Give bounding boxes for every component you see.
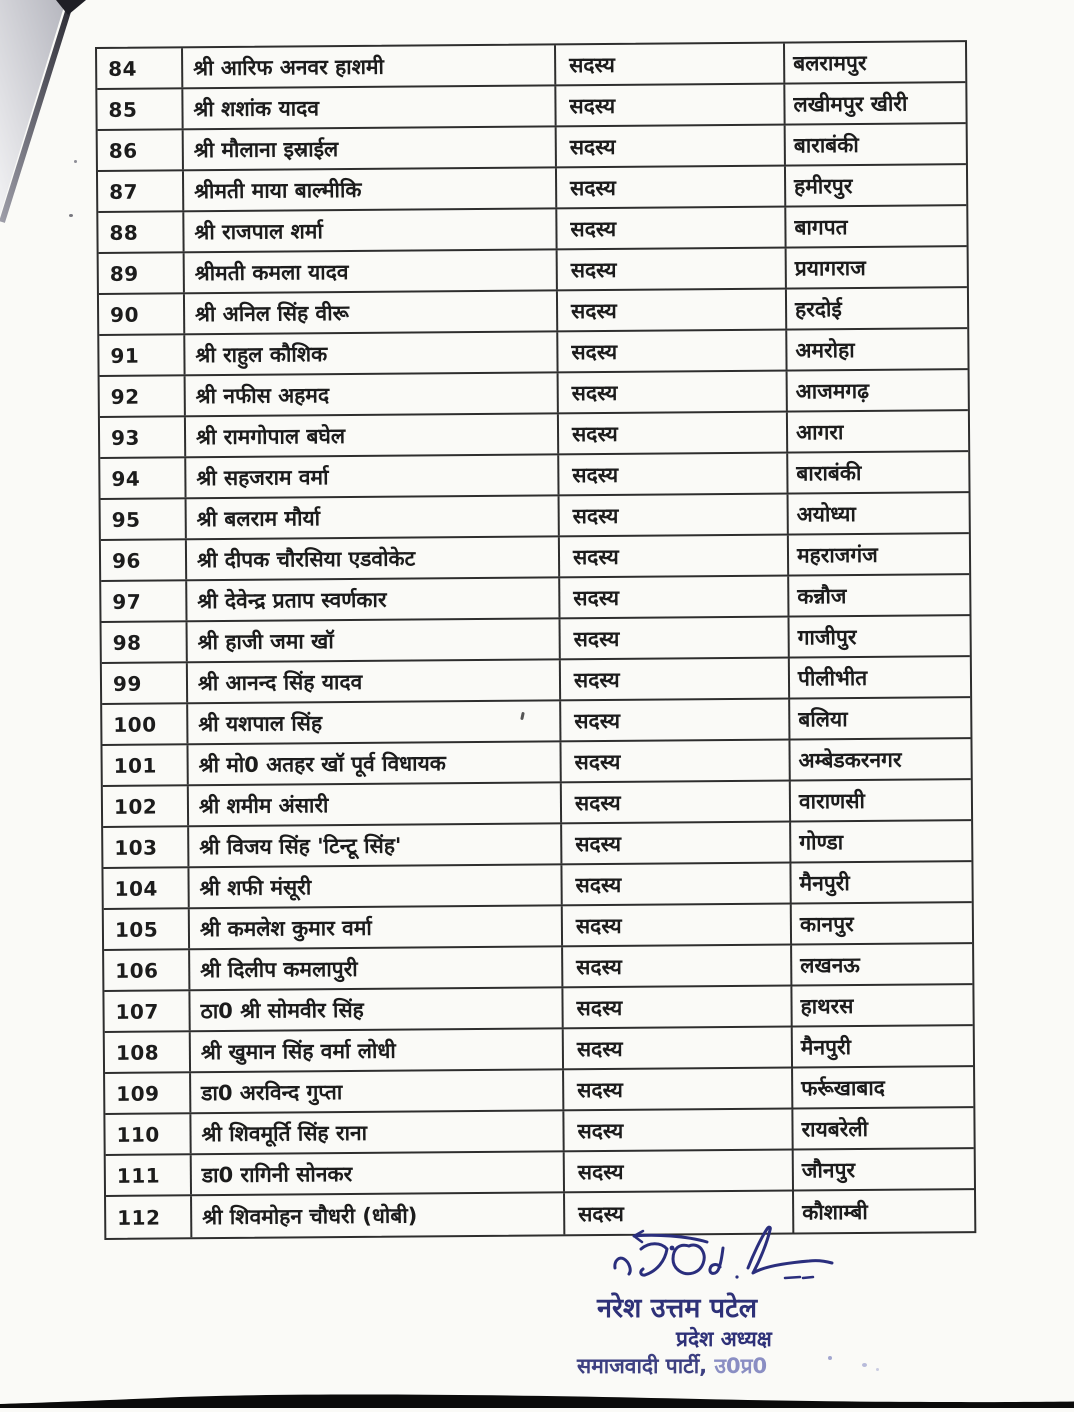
designation-cell xyxy=(564,1110,793,1151)
serial-number: 97 xyxy=(112,589,142,614)
district: बागपत xyxy=(794,214,848,240)
designation-cell xyxy=(561,741,790,782)
member-name: श्री मौलाना इस्राईल xyxy=(193,136,339,162)
district: फर्रूखाबाद xyxy=(801,1075,886,1100)
member-name: श्री विजय सिंह 'टिन्टू सिंह' xyxy=(199,833,402,859)
district-cell xyxy=(791,862,971,902)
designation-cell xyxy=(558,290,787,331)
district-cell xyxy=(790,616,970,656)
table-row xyxy=(102,657,970,705)
member-name-cell xyxy=(186,414,559,456)
district-cell xyxy=(790,698,970,738)
district-cell xyxy=(786,165,966,205)
designation-cell xyxy=(560,577,789,618)
table-row xyxy=(102,616,970,664)
district-cell xyxy=(790,739,970,779)
district-cell xyxy=(789,534,969,574)
member-name-cell xyxy=(188,619,561,661)
serial-number: 111 xyxy=(116,1163,161,1188)
district-cell xyxy=(790,657,970,697)
member-name-cell xyxy=(188,742,561,784)
table-row xyxy=(104,944,972,992)
signatory-organization xyxy=(577,1352,767,1380)
member-name-cell xyxy=(185,250,558,292)
district-cell xyxy=(793,1108,973,1148)
member-name-cell xyxy=(184,168,557,210)
member-name: श्री रामगोपाल बघेल xyxy=(195,423,346,449)
designation: सदस्य xyxy=(570,216,617,241)
district-cell xyxy=(788,370,968,410)
member-name: श्री शशांक यादव xyxy=(193,95,320,121)
designation: सदस्य xyxy=(576,1036,623,1061)
serial-number-cell xyxy=(102,745,188,785)
member-name: श्री मो0 अतहर खॉ पूर्व विधायक xyxy=(198,750,446,777)
table-row xyxy=(99,329,967,377)
designation-cell xyxy=(563,905,792,946)
member-name: श्री नफीस अहमद xyxy=(195,382,330,408)
table-row xyxy=(99,288,967,336)
member-name-cell xyxy=(192,1152,565,1194)
district: मैनपुरी xyxy=(799,870,850,895)
district-cell xyxy=(787,329,967,369)
district-cell xyxy=(791,821,971,861)
serial-number: 85 xyxy=(108,97,138,122)
designation-cell xyxy=(564,1069,793,1110)
district: अमरोहा xyxy=(795,337,855,363)
serial-number-cell xyxy=(100,376,186,416)
member-name-cell xyxy=(189,783,562,825)
district-cell xyxy=(791,780,971,820)
table-row xyxy=(105,1026,973,1074)
member-name: डा0 रागिनी सोनकर xyxy=(201,1161,353,1187)
district: हाथरस xyxy=(800,993,854,1018)
serial-number: 84 xyxy=(108,56,138,81)
designation-cell xyxy=(558,249,787,290)
designation: सदस्य xyxy=(573,667,620,692)
serial-number-cell xyxy=(102,663,188,703)
designation: सदस्य xyxy=(576,954,623,979)
designation-cell xyxy=(564,1028,793,1069)
designation: सदस्य xyxy=(570,298,617,323)
district: हरदोई xyxy=(794,296,842,322)
member-name: ठा0 श्री सोमवीर सिंह xyxy=(200,997,364,1023)
member-name: श्री खुमान सिंह वर्मा लोधी xyxy=(200,1038,396,1064)
serial-number: 100 xyxy=(113,712,157,737)
designation-cell xyxy=(561,618,790,659)
table-row xyxy=(102,698,970,746)
serial-number: 109 xyxy=(116,1081,160,1106)
designation-cell xyxy=(561,659,790,700)
table-row xyxy=(101,575,969,623)
signature-flourish xyxy=(634,1235,707,1242)
serial-number: 106 xyxy=(115,958,159,983)
designation-cell xyxy=(556,44,785,85)
member-name-cell xyxy=(188,701,561,743)
designation: सदस्य xyxy=(570,175,616,200)
district: बाराबंकी xyxy=(796,460,862,486)
district: लखीमपुर खीरी xyxy=(793,91,908,117)
district-cell xyxy=(794,1149,974,1189)
designation: सदस्य xyxy=(571,421,618,446)
designation: सदस्य xyxy=(569,134,616,159)
district-cell xyxy=(785,83,965,123)
table-row xyxy=(106,1149,974,1197)
serial-number: 93 xyxy=(110,425,141,450)
designation-cell xyxy=(562,823,791,864)
table-row xyxy=(98,124,966,172)
serial-number: 110 xyxy=(116,1122,160,1147)
designation: सदस्य xyxy=(573,585,620,610)
designation: सदस्य xyxy=(578,1201,624,1226)
district-cell xyxy=(792,903,972,943)
member-name: डा0 अरविन्द गुप्ता xyxy=(201,1079,343,1105)
ink-speck xyxy=(862,1363,867,1367)
member-name: श्री हाजी जमा खॉ xyxy=(197,628,334,654)
member-name-cell xyxy=(191,1029,564,1071)
member-name: श्री दिलीप कमलापुरी xyxy=(200,956,358,982)
serial-number: 99 xyxy=(112,671,142,696)
table-row xyxy=(104,903,972,951)
serial-number: 87 xyxy=(109,179,139,204)
table-row xyxy=(104,985,972,1033)
member-name: श्री देवेन्द्र प्रताप स्वर्णकार xyxy=(197,587,387,613)
serial-number: 105 xyxy=(114,917,159,942)
district-cell xyxy=(789,493,969,533)
district: कन्नौज xyxy=(797,583,847,609)
serial-number: 86 xyxy=(108,138,138,163)
designation: सदस्य xyxy=(569,52,615,77)
designation: सदस्य xyxy=(577,1077,624,1102)
serial-number-cell xyxy=(101,499,187,539)
district: बलरामपुर xyxy=(793,50,867,76)
designation: सदस्य xyxy=(577,1159,624,1184)
serial-number: 98 xyxy=(112,630,142,655)
signatory-title: प्रदेश अध्यक्ष xyxy=(676,1327,772,1351)
member-name-cell xyxy=(190,906,563,948)
page-fold-shadow xyxy=(0,0,130,264)
member-name-cell xyxy=(183,86,556,128)
district: आजमगढ़ xyxy=(795,378,870,404)
district-cell xyxy=(787,247,967,287)
serial-number-cell xyxy=(102,622,188,662)
district: लखनऊ xyxy=(800,952,860,977)
designation: सदस्य xyxy=(575,831,622,856)
designation: सदस्य xyxy=(575,913,622,938)
member-name-cell xyxy=(185,332,558,374)
designation: सदस्य xyxy=(570,257,617,282)
serial-number-cell xyxy=(105,1032,191,1072)
member-name: श्री राजपाल शर्मा xyxy=(194,218,323,244)
district: प्रयागराज xyxy=(794,255,866,281)
designation-cell xyxy=(557,126,786,167)
district: अम्बेडकरनगर xyxy=(798,747,902,772)
ink-speck xyxy=(828,1356,832,1360)
designation: सदस्य xyxy=(575,872,622,897)
scan-edge-band xyxy=(0,1392,1074,1412)
member-name: श्री शिवमूर्ति सिंह राना xyxy=(201,1120,368,1146)
serial-number-cell xyxy=(102,704,188,744)
member-name-cell xyxy=(187,496,560,538)
serial-number-cell xyxy=(100,458,186,498)
district: जौनपुर xyxy=(801,1157,856,1182)
member-name-cell xyxy=(190,988,563,1030)
member-name-cell xyxy=(185,291,558,333)
designation: सदस्य xyxy=(573,626,620,651)
table-row xyxy=(100,452,968,500)
serial-number-cell xyxy=(100,417,186,457)
district: वाराणसी xyxy=(798,788,866,813)
district: महराजगंज xyxy=(796,542,878,568)
designation: सदस्य xyxy=(569,93,616,118)
table-row xyxy=(103,780,971,828)
serial-number: 90 xyxy=(110,302,140,327)
designation: सदस्य xyxy=(577,1118,624,1143)
table-row xyxy=(103,862,971,910)
table-row xyxy=(101,493,969,541)
serial-number-cell xyxy=(99,335,185,375)
ink-speck xyxy=(876,1368,879,1371)
designation-cell xyxy=(556,85,785,126)
serial-number: 104 xyxy=(114,876,158,901)
district-cell xyxy=(792,944,972,984)
serial-number: 96 xyxy=(111,548,141,573)
designation-cell xyxy=(560,495,789,536)
district-cell xyxy=(788,411,968,451)
district-cell xyxy=(785,42,965,82)
serial-number-cell xyxy=(105,1114,191,1154)
organization-name: समाजवादी पार्टी, xyxy=(577,1354,708,1378)
district: मैनपुरी xyxy=(800,1034,852,1059)
member-name: श्री शमीम अंसारी xyxy=(198,792,329,818)
member-name-cell xyxy=(189,824,562,866)
member-name-cell xyxy=(190,947,563,989)
serial-number: 101 xyxy=(113,753,157,778)
designation: सदस्य xyxy=(574,708,621,733)
member-name: श्री दीपक चौरसिया एडवोकेट xyxy=(196,546,416,572)
district: कानपुर xyxy=(799,911,854,936)
organization-state: उ0प्र0 xyxy=(707,1354,768,1378)
serial-number-cell xyxy=(104,991,190,1031)
district: आगरा xyxy=(795,419,844,445)
serial-number: 91 xyxy=(110,343,140,368)
member-name: श्री आनन्द सिंह यादव xyxy=(197,669,363,695)
handwritten-signature xyxy=(595,1205,855,1295)
member-name-cell xyxy=(184,127,557,169)
district: हमीरपुर xyxy=(794,173,853,199)
table-row xyxy=(99,247,967,295)
serial-number: 103 xyxy=(114,835,158,860)
member-name-cell xyxy=(186,373,559,415)
serial-number-cell xyxy=(106,1155,192,1195)
district-cell xyxy=(789,575,969,615)
district: पीलीभीत xyxy=(797,665,868,690)
designation: सदस्य xyxy=(576,995,623,1020)
serial-number: 92 xyxy=(110,384,140,409)
table-row xyxy=(98,206,966,254)
district: कौशाम्बी xyxy=(802,1199,868,1224)
designation: सदस्य xyxy=(574,790,621,815)
table-row xyxy=(100,411,968,459)
member-name-cell xyxy=(187,537,560,579)
district-cell xyxy=(786,206,966,246)
serial-number-cell xyxy=(103,827,189,867)
serial-number-cell xyxy=(103,786,189,826)
serial-number-cell xyxy=(104,909,190,949)
member-name: श्री राहुल कौशिक xyxy=(195,341,328,367)
member-name: श्री शिवमोहन चौधरी (धोबी) xyxy=(202,1203,418,1229)
serial-number-cell xyxy=(106,1196,192,1238)
district: बलिया xyxy=(798,706,848,731)
designation: सदस्य xyxy=(572,503,619,528)
table-row xyxy=(100,370,968,418)
member-name-cell xyxy=(183,45,556,87)
district-cell xyxy=(786,124,966,164)
designation-cell xyxy=(559,372,788,413)
member-name-cell xyxy=(191,1111,564,1153)
serial-number: 112 xyxy=(117,1205,161,1230)
fold-shadow-triangle xyxy=(0,0,66,215)
member-name: श्री अनिल सिंह वीरू xyxy=(195,300,350,326)
member-name-cell xyxy=(192,1193,565,1237)
member-name: श्रीमती माया बाल्मीकि xyxy=(194,177,362,203)
table-body xyxy=(97,42,974,1238)
serial-number-cell xyxy=(104,950,190,990)
member-name-cell xyxy=(187,578,560,620)
serial-number: 94 xyxy=(111,466,141,491)
designation-cell xyxy=(558,331,787,372)
district: गोण्डा xyxy=(799,829,844,854)
serial-number: 107 xyxy=(115,999,159,1024)
designation-cell xyxy=(562,864,791,905)
serial-number-cell xyxy=(105,1073,191,1113)
serial-number: 89 xyxy=(109,261,139,286)
table-row xyxy=(105,1108,973,1156)
designation-cell xyxy=(560,536,789,577)
designation-cell xyxy=(565,1151,794,1192)
member-name: श्री आरिफ अनवर हाशमी xyxy=(193,54,385,80)
district: बाराबंकी xyxy=(793,132,859,158)
district-cell xyxy=(793,1067,973,1107)
designation-cell xyxy=(561,700,790,741)
member-name: श्री कमलेश कुमार वर्मा xyxy=(199,915,372,941)
member-name-cell xyxy=(186,455,559,497)
table-row xyxy=(97,42,965,90)
designation-cell xyxy=(557,167,786,208)
member-name: श्री सहजराम वर्मा xyxy=(196,464,329,490)
designation: सदस्य xyxy=(571,339,618,364)
member-name: श्री यशपाल सिंह xyxy=(198,710,323,736)
table-row xyxy=(105,1067,973,1115)
serial-number: 88 xyxy=(109,220,139,245)
member-name: श्रीमती कमला यादव xyxy=(194,259,349,285)
table-row xyxy=(103,821,971,869)
member-name-cell xyxy=(188,660,561,702)
designation-cell xyxy=(559,413,788,454)
designation-cell xyxy=(563,946,792,987)
designation-cell xyxy=(563,987,792,1028)
district: रायबरेली xyxy=(801,1116,869,1141)
district-cell xyxy=(793,1026,973,1066)
table-row xyxy=(98,165,966,213)
designation-cell xyxy=(562,782,791,823)
member-name-cell xyxy=(184,209,557,251)
member-name: श्री शफी मंसूरी xyxy=(199,874,312,900)
designation: सदस्य xyxy=(572,462,619,487)
table-row xyxy=(102,739,970,787)
district-cell xyxy=(788,452,968,492)
serial-number-cell xyxy=(101,581,187,621)
designation-cell xyxy=(557,208,786,249)
members-table xyxy=(95,40,976,1240)
table-row xyxy=(97,83,965,131)
serial-number: 102 xyxy=(113,794,158,819)
member-name-cell xyxy=(189,865,562,907)
serial-number: 95 xyxy=(111,507,141,532)
district: अयोध्या xyxy=(796,501,856,527)
designation: सदस्य xyxy=(574,749,621,774)
signatory-name: नरेश उत्तम पटेल xyxy=(597,1293,758,1324)
designation: सदस्य xyxy=(571,380,618,405)
designation: सदस्य xyxy=(572,544,619,569)
table-row xyxy=(101,534,969,582)
serial-number-cell xyxy=(101,540,187,580)
serial-number-cell xyxy=(103,868,189,908)
district-cell xyxy=(792,985,972,1025)
serial-number: 108 xyxy=(115,1040,160,1065)
district-cell xyxy=(787,288,967,328)
serial-number-cell xyxy=(99,294,185,334)
district: गाजीपुर xyxy=(797,624,857,649)
member-name: श्री बलराम मौर्या xyxy=(196,505,321,531)
designation-cell xyxy=(559,454,788,495)
member-name-cell xyxy=(191,1070,564,1112)
